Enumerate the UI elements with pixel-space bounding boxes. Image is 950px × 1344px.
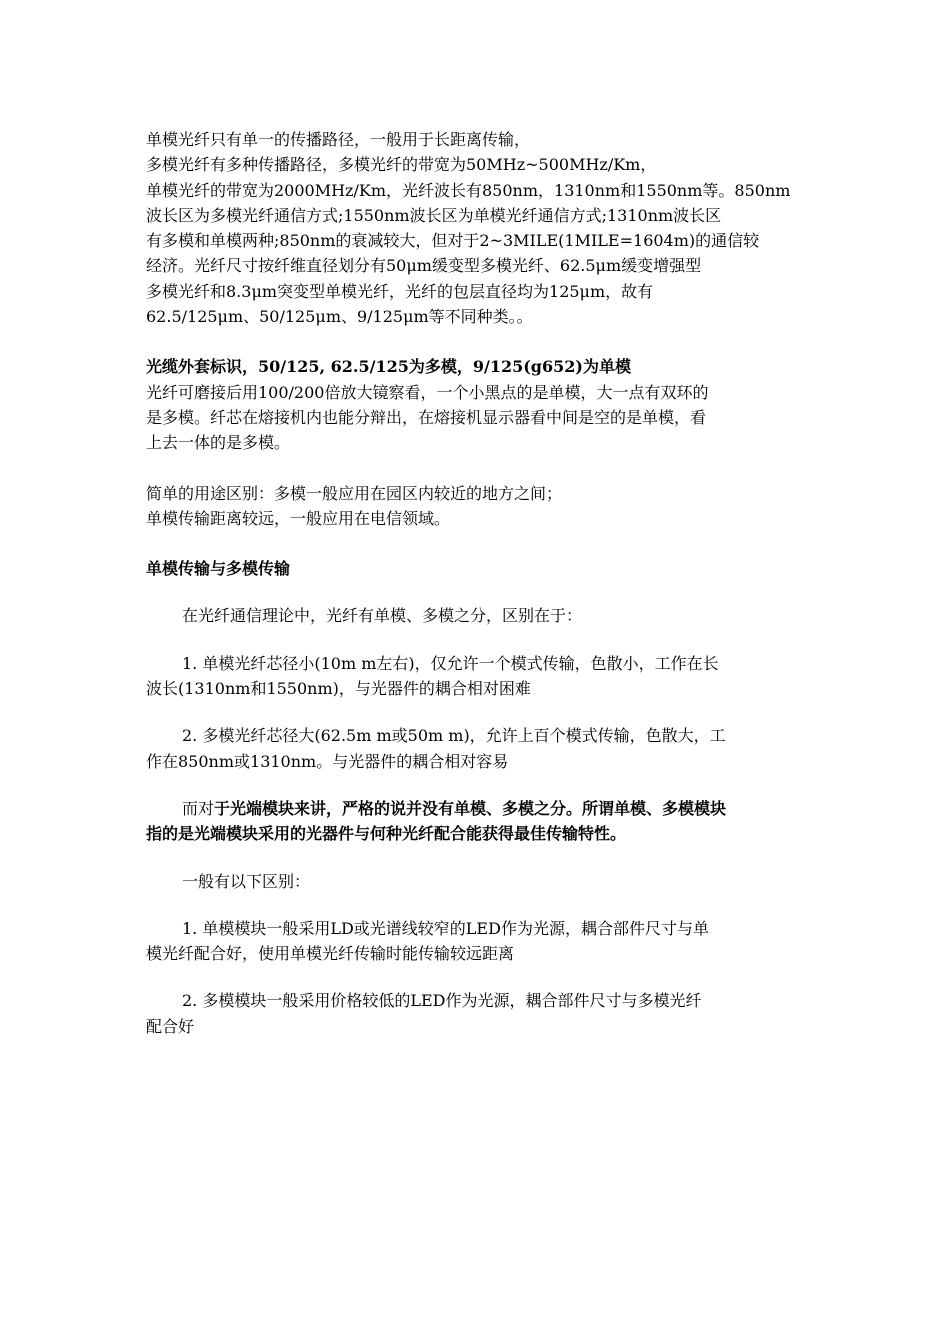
text-line: 62.5/125μm、50/125μm、9/125μm等不同种类。。 — [146, 307, 533, 327]
paragraph-fiber-intro — [146, 127, 810, 329]
heading-cable-marking: 光缆外套标识，50/125, 62.5/125为多模，9/125(g652)为单模 — [146, 357, 631, 377]
list-item-single-mode-fiber — [146, 651, 810, 702]
spacer — [146, 894, 810, 916]
text-line: 是多模。纤芯在熔接机内也能分辩出，在熔接机显示器看中间是空的是单模，看 — [146, 407, 707, 427]
text-line: 波长区为多模光纤通信方式;1550nm波长区为单模光纤通信方式;1310nm波长区 — [146, 205, 722, 225]
text-line: 2. 多模光纤芯径大(62.5m m或50m m)，允许上百个模式传输，色散大，工 — [182, 726, 726, 746]
text-line: 简单的用途区别：多模一般应用在园区内较近的地方之间； — [146, 483, 563, 503]
text-line: 作在850nm或1310nm。与光器件的耦合相对容易 — [146, 751, 509, 771]
text-line: 多模光纤有多种传播路径，多模光纤的带宽为50MHz~500MHz/Km， — [146, 155, 657, 175]
text-line: 配合好 — [146, 1016, 195, 1036]
list-item-multi-mode-fiber — [146, 723, 810, 774]
text-line: 模光纤配合好，使用单模光纤传输时能传输较远距离 — [146, 944, 515, 964]
paragraph-usage — [146, 481, 810, 532]
spacer — [146, 629, 810, 651]
paragraph-fusion-check — [146, 380, 810, 456]
text-prefix: 而对 — [182, 798, 215, 818]
text-line: 单模光纤的带宽为2000MHz/Km，光纤波长有850nm，1310nm和1550nm等。850nm — [146, 180, 791, 200]
text-line: 单模光纤只有单一的传播路径，一般用于长距离传输， — [146, 130, 531, 149]
spacer — [146, 329, 810, 354]
paragraph-differences: 一般有以下区别： — [182, 871, 311, 891]
text-line: 经济。光纤尺寸按纤维直径划分有50μm缓变型多模光纤、62.5μm缓变增强型 — [146, 256, 702, 276]
text-line: 1. 单模模块一般采用LD或光谱线较窄的LED作为光源，耦合部件尺寸与单 — [182, 918, 709, 938]
text-line: 多模光纤和8.3μm突变型单模光纤，光纤的包层直径均为125μm，故有 — [146, 281, 654, 301]
spacer — [146, 456, 810, 481]
heading-transmission: 单模传输与多模传输 — [146, 559, 291, 579]
spacer — [146, 531, 810, 556]
list-item-single-mode-module — [146, 916, 810, 967]
spacer — [146, 966, 810, 988]
text-line: 波长(1310nm和1550nm)，与光器件的耦合相对困难 — [146, 679, 531, 699]
spacer — [146, 701, 810, 723]
text-line — [146, 796, 810, 821]
spacer — [146, 774, 810, 796]
text-line: 有多模和单模两种;850nm的衰减较大，但对于2~3MILE(1MILE=1604m)的通信较 — [146, 231, 760, 251]
text-line: 1. 单模光纤芯径小(10m m左右)，仅允许一个模式传输，色散小，工作在长 — [182, 653, 719, 673]
text-line: 单模传输距离较远，一般应用在电信领域。 — [146, 508, 451, 528]
spacer — [146, 581, 810, 603]
spacer — [146, 847, 810, 869]
document-page — [146, 127, 810, 1039]
bold-text: 于光端模块来讲，严格的说并没有单模、多模之分。所谓单模、多模模块 — [214, 798, 727, 818]
text-line: 光纤可磨接后用100/200倍放大镜察看，一个小黑点的是单模，大一点有双环的 — [146, 382, 709, 402]
bold-text: 指的是光端模块采用的光器件与何种光纤配合能获得最佳传输特性。 — [146, 824, 627, 844]
list-item-multi-mode-module — [146, 988, 810, 1039]
text-line: 2. 多模模块一般采用价格较低的LED作为光源，耦合部件尺寸与多模光纤 — [182, 991, 702, 1011]
paragraph-theory: 在光纤通信理论中，光纤有单模、多模之分，区别在于： — [182, 606, 583, 626]
paragraph-module-note — [146, 796, 810, 847]
text-line: 上去一体的是多模。 — [146, 433, 291, 453]
